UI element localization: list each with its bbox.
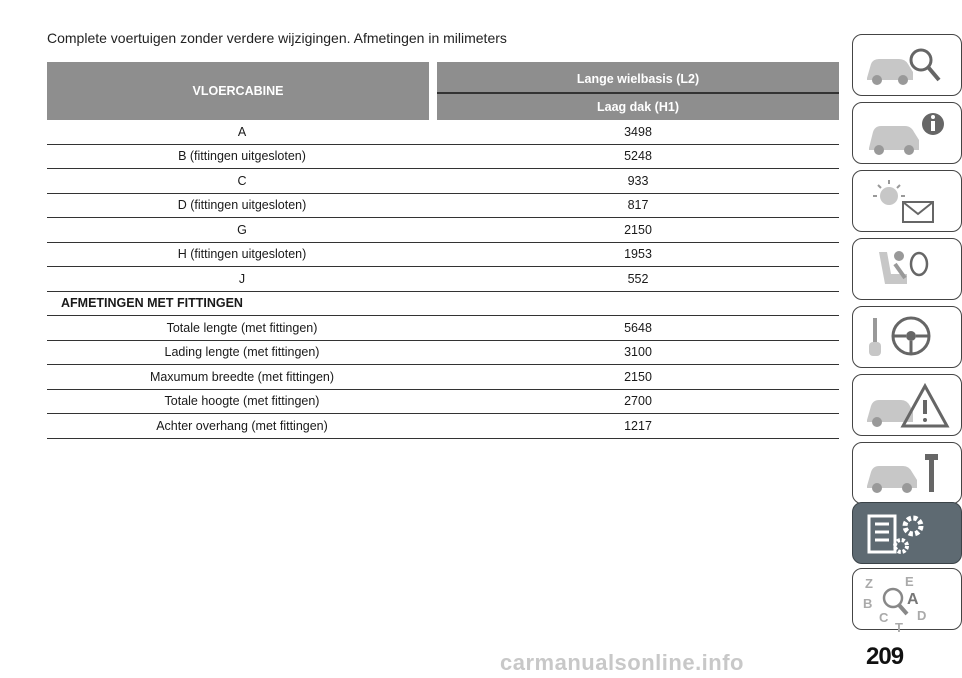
col2-header-top: Lange wielbasis (L2): [437, 62, 839, 94]
row-value: 3498: [624, 124, 652, 139]
tab-car-search[interactable]: [852, 34, 962, 96]
row-label: G: [237, 222, 247, 237]
car-breakdown-warning-icon: [861, 380, 953, 432]
row-value: 5648: [624, 320, 652, 335]
row-label: H (fittingen uitgesloten): [177, 247, 307, 262]
row-value: 2150: [624, 369, 652, 384]
table-row: [47, 218, 839, 243]
table-row: [47, 267, 839, 292]
page-number: 209: [866, 643, 904, 670]
row-label: J: [238, 271, 246, 286]
index-search-icon: [861, 574, 953, 635]
car-info-icon: [861, 108, 953, 160]
row-value: 1217: [624, 418, 652, 433]
seat-airbag-icon: [861, 244, 953, 296]
row-label: Achter overhang (met fittingen): [156, 418, 328, 433]
tab-safety[interactable]: [852, 238, 962, 300]
table-row: [47, 194, 839, 219]
warning-light-mail-icon: [861, 176, 953, 228]
row-label: A: [237, 124, 247, 139]
index-letter: T: [895, 620, 903, 635]
table-row: [47, 145, 839, 170]
row-value: 2700: [624, 394, 652, 409]
tab-emergency[interactable]: [852, 374, 962, 436]
index-letter: A: [907, 591, 919, 608]
watermark: carmanualsonline.info: [500, 650, 744, 675]
tab-warning-lights[interactable]: [852, 170, 962, 232]
tab-maintenance[interactable]: [852, 442, 962, 504]
row-value: 3100: [624, 345, 652, 360]
col1-header: VLOERCABINE: [47, 62, 429, 120]
dimensions-table: [47, 120, 839, 439]
section-row: [47, 292, 839, 317]
page-caption: Complete voertuigen zonder verdere wijzigingen. Afmetingen in milimeters: [47, 30, 507, 46]
key-steering-wheel-icon: [861, 312, 953, 364]
row-value: 933: [627, 173, 649, 188]
row-label: Lading lengte (met fittingen): [164, 345, 320, 360]
car-search-icon: [861, 40, 953, 92]
row-value: 1953: [624, 247, 652, 262]
index-letter: D: [917, 608, 927, 623]
row-value: 5248: [624, 149, 652, 164]
table-row: [47, 316, 839, 341]
table-row: [47, 169, 839, 194]
tab-starting-driving[interactable]: [852, 306, 962, 368]
specs-gear-icon: [861, 508, 953, 560]
col2-header-bottom: Laag dak (H1): [597, 100, 679, 114]
row-label: Totale hoogte (met fittingen): [164, 394, 320, 409]
table-row: [47, 341, 839, 366]
col2-header: [437, 62, 839, 120]
row-value: 817: [627, 198, 649, 213]
row-label: Maxumum breedte (met fittingen): [149, 369, 335, 384]
row-value: 552: [627, 271, 649, 286]
table-row: [47, 243, 839, 268]
row-value: 2150: [624, 222, 652, 237]
index-letter: E: [905, 574, 914, 589]
row-label: Totale lengte (met fittingen): [166, 320, 318, 335]
car-wrench-icon: [861, 448, 953, 500]
table-row: [47, 414, 839, 439]
tab-index[interactable]: [852, 568, 962, 635]
table-row: [47, 365, 839, 390]
index-letter: Z: [865, 576, 873, 591]
table-row: [47, 120, 839, 145]
index-letter: B: [863, 596, 873, 611]
row-label: D (fittingen uitgesloten): [177, 198, 307, 213]
index-letter: C: [879, 610, 889, 625]
section-title: AFMETINGEN MET FITTINGEN: [61, 296, 243, 311]
tab-technical-data[interactable]: [852, 502, 962, 564]
table-header: [47, 62, 839, 120]
row-label: C: [237, 173, 247, 188]
table-row: [47, 390, 839, 415]
row-label: B (fittingen uitgesloten): [178, 149, 306, 164]
tab-car-info[interactable]: [852, 102, 962, 164]
